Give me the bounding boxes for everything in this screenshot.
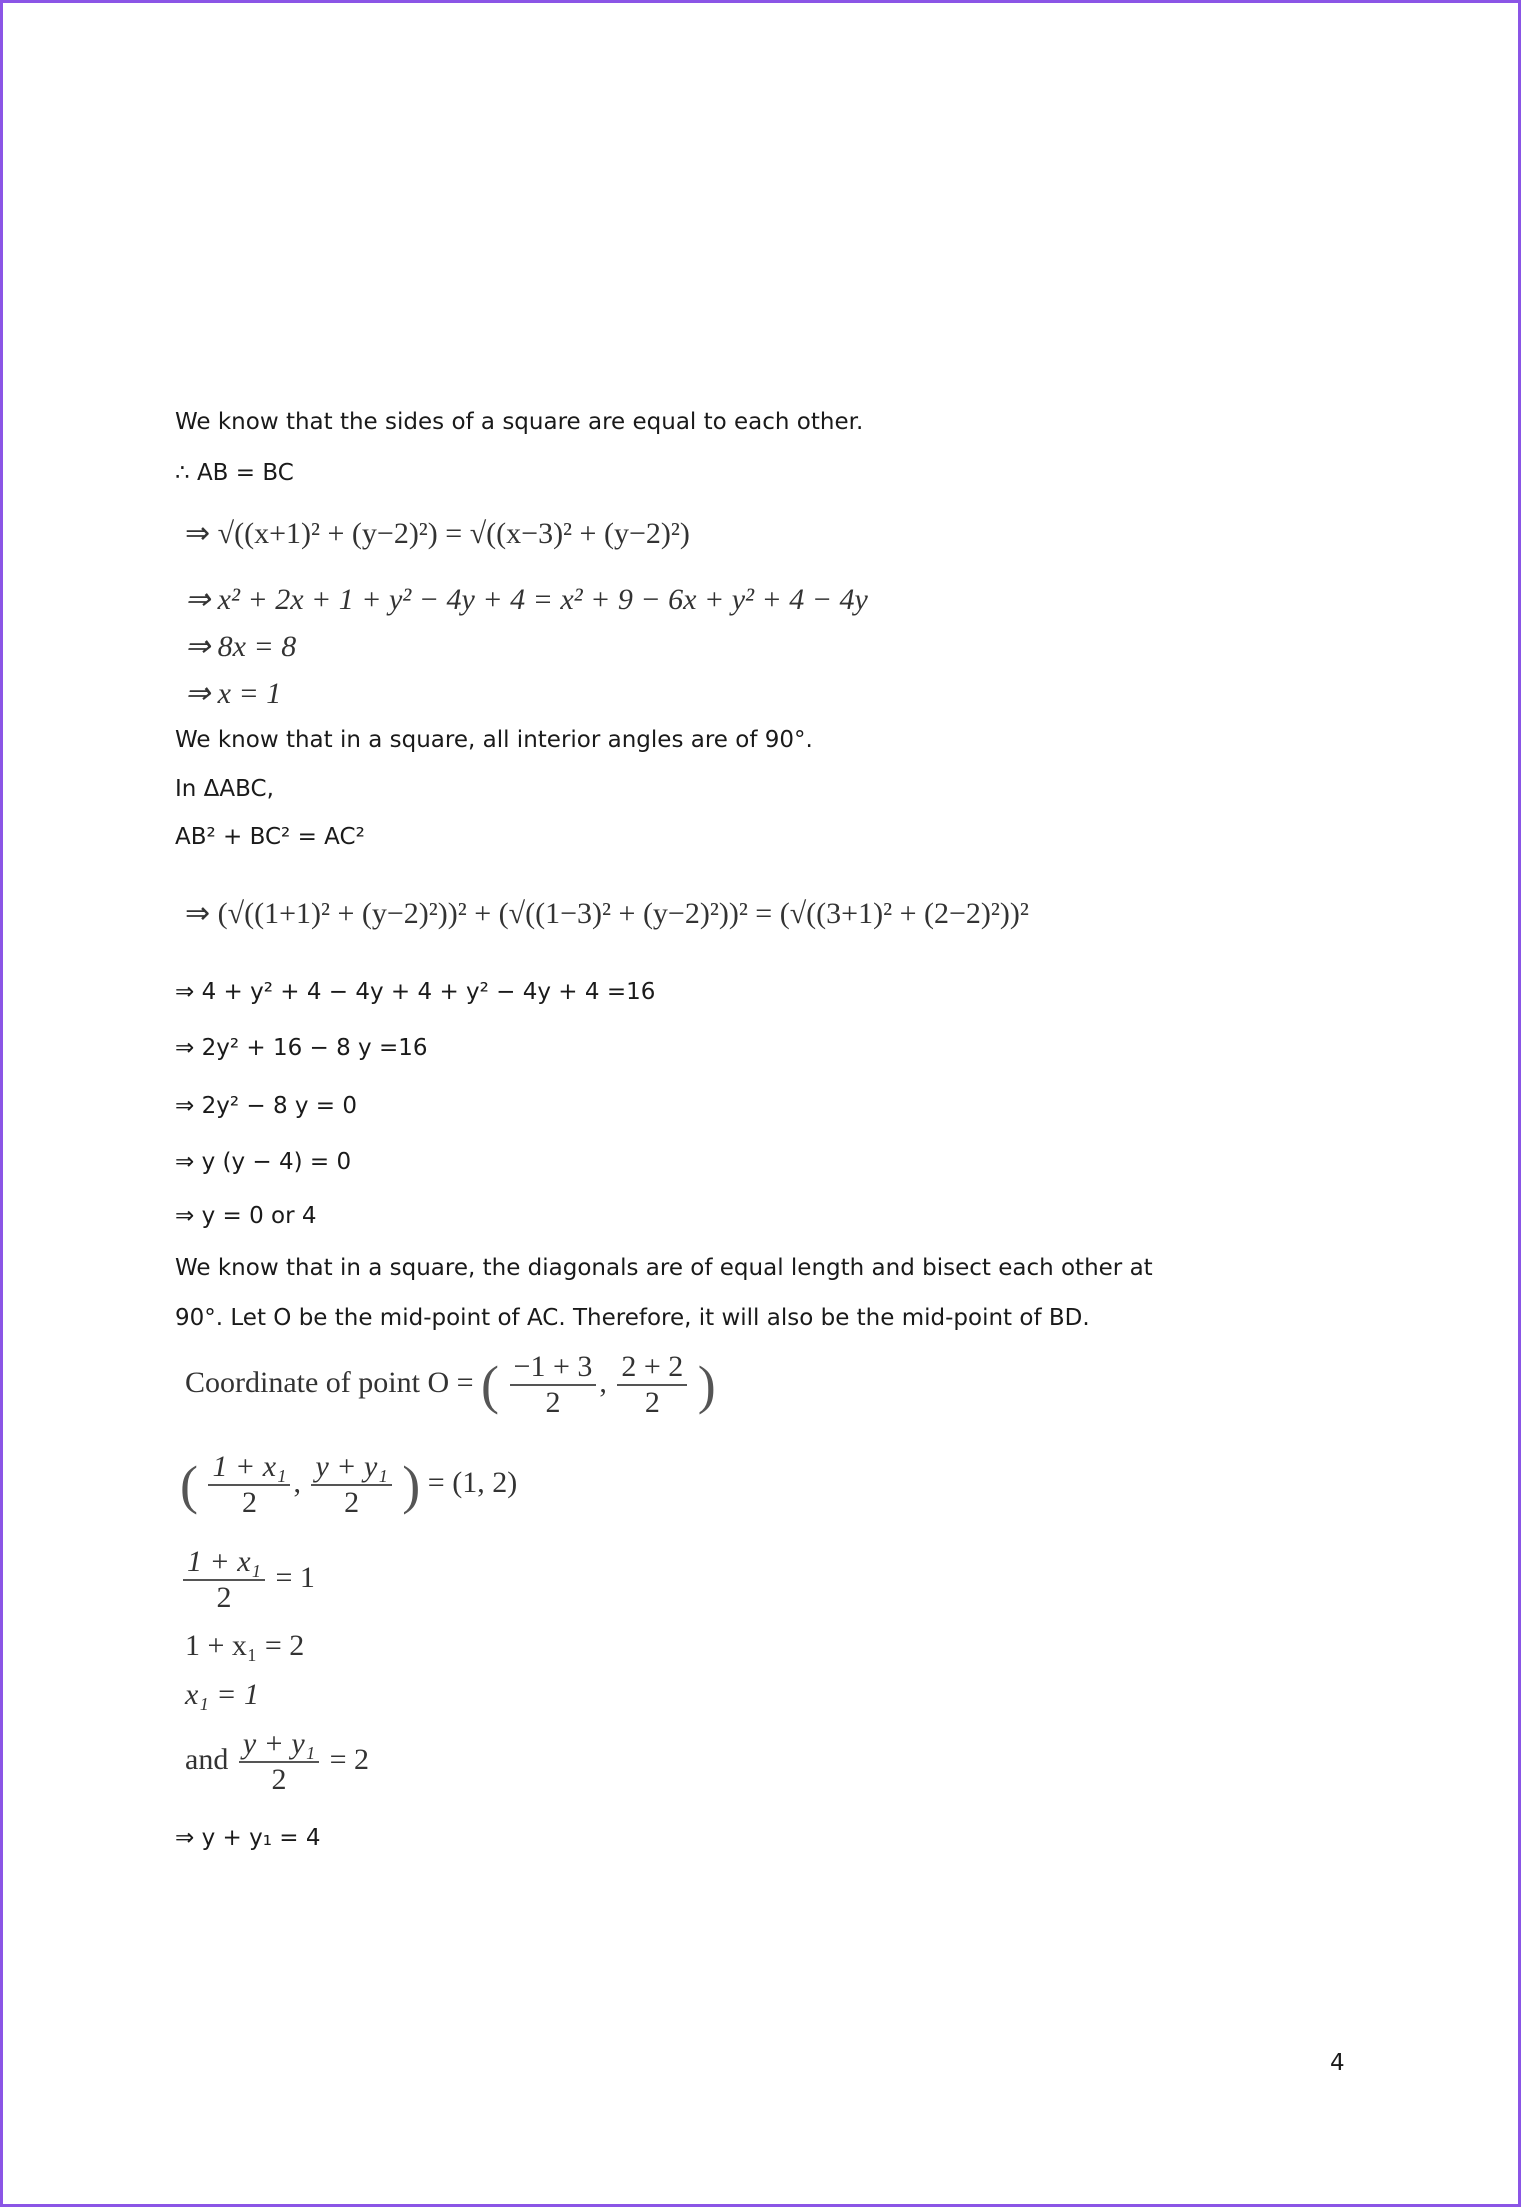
paren: (: [481, 1355, 500, 1415]
fraction: [208, 1450, 290, 1520]
paren: ): [697, 1355, 716, 1415]
paren: ): [402, 1455, 421, 1515]
text-line: ⇒ y + y₁ = 4: [175, 1825, 321, 1851]
text-line: AB² + BC² = AC²: [175, 824, 365, 850]
fraction: [183, 1545, 265, 1615]
equation-x1-fraction: [180, 1545, 315, 1615]
rhs: = 1: [275, 1560, 315, 1594]
text-line: We know that the sides of a square are equal to each other.: [175, 409, 864, 435]
text-line: ⇒ 2y² + 16 − 8 y =16: [175, 1035, 428, 1061]
fraction: [311, 1450, 391, 1520]
equation: x₁ = 1: [185, 1678, 259, 1711]
label: Coordinate of point O =: [185, 1365, 474, 1399]
fraction: [510, 1350, 597, 1420]
equation: 1 + x₁ = 2: [185, 1629, 305, 1662]
text-line: ∴ AB = BC: [175, 460, 294, 486]
equation: ⇒ x = 1: [185, 677, 282, 710]
denominator: 2: [644, 1386, 660, 1419]
text-line: ⇒ 4 + y² + 4 − 4y + 4 + y² − 4y + 4 =16: [175, 979, 656, 1005]
text-line: ⇒ 2y² − 8 y = 0: [175, 1093, 358, 1119]
numerator: 1 + x₁: [183, 1545, 265, 1581]
page-number: 4: [1330, 2050, 1345, 2076]
fraction: [239, 1727, 319, 1797]
numerator: y + y₁: [239, 1727, 319, 1763]
denominator: 2: [241, 1486, 257, 1519]
equation: ⇒ 8x = 8: [185, 630, 297, 663]
text-line: We know that in a square, all interior angles are of 90°.: [175, 727, 813, 753]
rhs: = (1, 2): [427, 1465, 518, 1499]
text-line: We know that in a square, the diagonals are of equal length and bisect each other at: [175, 1255, 1153, 1281]
numerator: −1 + 3: [510, 1350, 597, 1386]
equation-expand: ⇒ x² + 2x + 1 + y² − 4y + 4 = x² + 9 − 6x + y² + 4 − 4y: [185, 583, 868, 616]
equation-pythagoras: ⇒ (√((1+1)² + (y−2)²))² + (√((1−3)² + (y−2)²))² = (√((3+1)² + (2−2)²))²: [185, 897, 1029, 930]
equation-y1-fraction: [185, 1727, 369, 1797]
rhs: = 2: [329, 1742, 370, 1776]
denominator: 2: [216, 1581, 232, 1614]
numerator: 1 + x₁: [208, 1450, 290, 1486]
numerator: 2 + 2: [617, 1350, 687, 1386]
text-line: ⇒ y = 0 or 4: [175, 1203, 317, 1229]
equation-midpoint-bd: ( $\frac{\text{1 + x₁}}{2}$ , $\frac{\text{y + y₁}}{2}$ ) = (1, 2): [180, 1450, 518, 1519]
denominator: 2: [271, 1763, 287, 1796]
paren: (: [180, 1455, 198, 1515]
text-line: ⇒ y (y − 4) = 0: [175, 1149, 352, 1175]
label: and: [185, 1742, 229, 1776]
equation-midpoint: Coordinate of point O = ( $\frac{-1 + 3}{2}$ , $\frac{2 + 2}{2}$ ): [185, 1350, 716, 1419]
equation-sqrt: ⇒ √((x+1)² + (y−2)²) = √((x−3)² + (y−2)²): [185, 517, 690, 550]
text-line: In ΔABC,: [175, 776, 274, 802]
fraction: [617, 1350, 687, 1420]
numerator: y + y₁: [311, 1450, 391, 1486]
denominator: 2: [344, 1486, 360, 1519]
text-line: 90°. Let O be the mid-point of AC. Therefore, it will also be the mid-point of BD.: [175, 1305, 1090, 1331]
denominator: 2: [545, 1386, 561, 1419]
